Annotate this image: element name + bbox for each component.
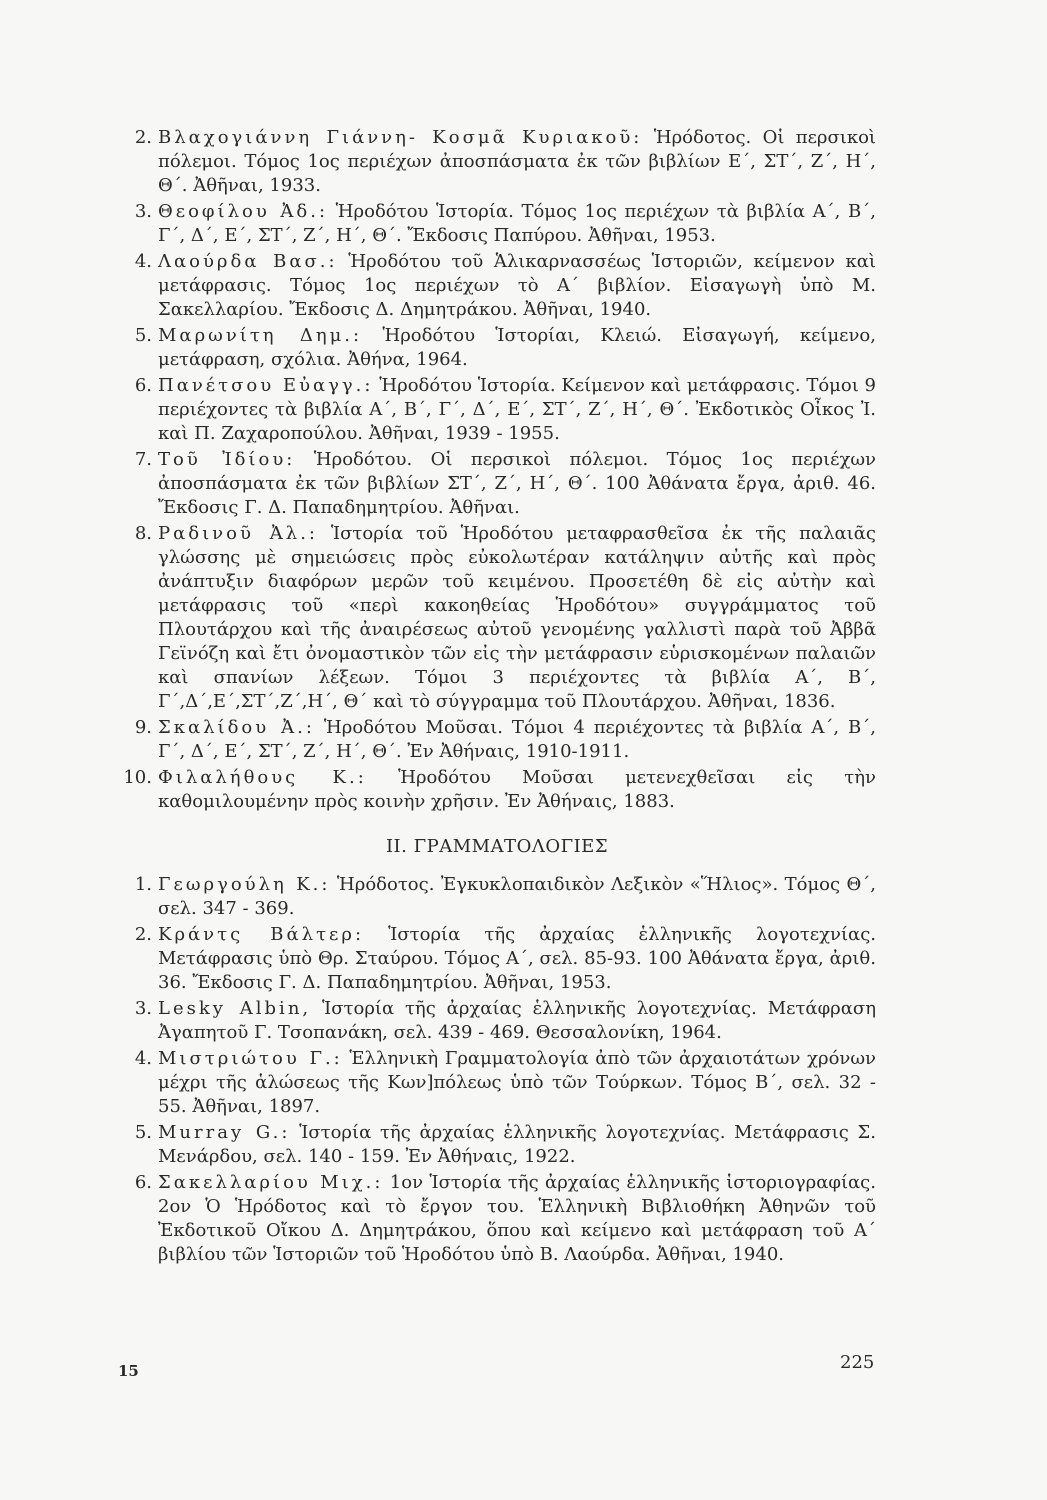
section-heading: II. ΓΡΑΜΜΑΤΟΛΟΓΙΕΣ bbox=[385, 836, 609, 857]
entry-number: 9. bbox=[134, 717, 152, 738]
entry-text: Ἱστορία τῆς ἀρχαίας ἑλληνικῆς λογοτεχνίας. Μετάφρασις ὑπὸ Θρ. Σταύρου. Τόμος Α΄, σελ. 85-93. 100 Ἀθάνατα ἔργα, ἀριθ. 36. Ἔκδοσις Γ. Δ. Παπαδημητρίου. Ἀθῆναι, 1953. bbox=[158, 924, 876, 993]
bibliography-entry bbox=[118, 716, 876, 764]
entry-number: 8. bbox=[134, 523, 152, 544]
entry-text: Ἡροδότου τοῦ Ἁλικαρνασσέως Ἱστοριῶν, κείμενον καὶ μετάφρασις. Τόμος 1ος περιέχων τὸ Α΄ βιβλίον. Εἰσαγωγὴ ὑπὸ Μ. Σακελλαρίου. Ἔκδοσις Δ. Δημητράκου. Ἀθῆναι, 1940. bbox=[158, 251, 876, 320]
entry-author: Σκαλίδου Ἀ.: bbox=[158, 717, 315, 738]
entry-text: Ἡροδότου Μοῦσαι. Τόμοι 4 περιέχοντες τὰ βιβλία Α΄, Β΄, Γ΄, Δ΄, Ε΄, ΣΤ΄, Ζ΄, Η΄, Θ΄. Ἐν Ἀθήναις, 1910-1911. bbox=[158, 717, 876, 762]
entry-text: Ἡροδότου Ἱστορίαι, Κλειώ. Εἰσαγωγή, κείμενο, μετάφραση, σχόλια. Ἀθήνα, 1964. bbox=[158, 325, 876, 370]
entry-text: Ἡροδότου Ἱστορία. Κείμενον καὶ μετάφρασις. Τόμοι 9 περιέχοντες τὰ βιβλία Α΄, Β΄, Γ΄, Δ΄, Ε΄, ΣΤ΄, Ζ΄, Η΄, Θ΄. Ἐκδοτικὸς Οἶκος Ἰ. καὶ Π. Ζαχαροπούλου. Ἀθῆναι, 1939 - 1955. bbox=[158, 375, 876, 444]
entry-author: Μαρωνίτη Δημ.: bbox=[158, 325, 363, 346]
entry-text: Ἱστορία τοῦ Ἡροδότου μεταφρασθεῖσα ἐκ τῆς παλαιᾶς γλώσσης μὲ σημειώσεις πρὸς εὐκολωτέραν κατάληψιν αὐτῆς καὶ πρὸς ἀνάπτυξιν διαφόρων μερῶν τοῦ κειμένου. Προσετέθη δὲ εἰς αὐτὴν καὶ μετάφρασις τοῦ «περὶ κακοηθείας Ἡροδότου» συγγράμματος τοῦ Πλουτάρχου καὶ τῆς ἀναιρέσεως αὐτοῦ γενομένης γαλλιστὶ παρὰ τοῦ Ἀββᾶ Γεϊνόζη καὶ ἔτι ὀνομαστικὸν τῶν εἰς τὴν μετάφρασιν εὑρισκομένων παλαιῶν καὶ σπανίων λέξεων. Τόμοι 3 περιέχοντες τὰ βιβλία Α΄, Β΄, Γ΄,Δ΄,Ε΄,ΣΤ΄,Ζ΄,Η΄, Θ΄ καὶ τὸ σύγγραμμα τοῦ Πλουτάρχου. Ἀθῆναι, 1836. bbox=[158, 523, 876, 712]
entry-author: Μιστριώτου Γ.: bbox=[158, 1048, 343, 1069]
entry-author: Σακελλαρίου Μιχ.: bbox=[158, 1172, 384, 1193]
entry-author: Θεοφίλου Ἀδ.: bbox=[158, 201, 329, 222]
entry-text: Ἱστορία τῆς ἀρχαίας ἑλληνικῆς λογοτεχνίας. Μετάφρασις Σ. Μενάρδου, σελ. 140 - 159. Ἐν Ἀθήναις, 1922. bbox=[158, 1122, 876, 1167]
bibliography-entry bbox=[118, 873, 876, 921]
entry-text: Ἡροδότου Μοῦσαι μετενεχθεῖσαι εἰς τὴν καθομιλουμένην πρὸς κοινὴν χρῆσιν. Ἐν Ἀθήναις, 1883. bbox=[158, 767, 876, 812]
entry-text: Ἡρόδοτος. Ἐγκυκλοπαιδικὸν Λεξικὸν «Ἥλιος». Τόμος Θ΄, σελ. 347 - 369. bbox=[158, 874, 876, 919]
entry-number: 5. bbox=[134, 325, 152, 346]
entry-number: 1. bbox=[134, 874, 152, 895]
entry-text: Ἑλληνικὴ Γραμματολογία ἀπὸ τῶν ἀρχαιοτάτων χρόνων μέχρι τῆς ἁλώσεως τῆς Κων]πόλεως ὑπὸ τῶν Τούρκων. Τόμος Β΄, σελ. 32 - 55. Ἀθῆναι, 1897. bbox=[158, 1048, 876, 1117]
entry-author: Φιλαλήθους Κ.: bbox=[158, 767, 367, 788]
entry-author: Κράντς Βάλτερ: bbox=[158, 924, 365, 945]
bibliography-entry bbox=[118, 1171, 876, 1267]
entry-number: 2. bbox=[134, 127, 152, 148]
entry-text: Ἡροδότου. Οἱ περσικοὶ πόλεμοι. Τόμος 1ος περιέχων ἀποσπάσματα ἐκ τῶν βιβλίων ΣΤ΄, Ζ΄, Η΄, Θ΄. 100 Ἀθάνατα ἔργα, ἀριθ. 46. Ἔκδοσις Γ. Δ. Παπαδημητρίου. Ἀθῆναι. bbox=[158, 449, 876, 518]
entry-author: Λαούρδα Βασ.: bbox=[158, 251, 338, 272]
page-number: 225 bbox=[840, 1352, 875, 1373]
bibliography-column bbox=[118, 126, 876, 1269]
entry-author: Murray G.: bbox=[158, 1122, 291, 1143]
signature-mark: 15 bbox=[118, 1362, 139, 1380]
entry-number: 2. bbox=[134, 924, 152, 945]
entry-text: Ἡροδότου Ἱστορία. Τόμος 1ος περιέχων τὰ βιβλία Α΄, Β΄, Γ΄, Δ΄, Ε΄, ΣΤ΄, Ζ΄, Η΄, Θ΄. Ἔκδοσις Παπύρου. Ἀθῆναι, 1953. bbox=[158, 201, 876, 246]
bibliography-entry bbox=[118, 250, 876, 322]
entry-number: 3. bbox=[134, 998, 152, 1019]
entry-author: Τοῦ Ἰδίου: bbox=[158, 449, 296, 470]
literature-list bbox=[118, 873, 876, 1267]
bibliography-entry bbox=[118, 522, 876, 714]
bibliography-entry bbox=[118, 1047, 876, 1119]
bibliography-entry bbox=[118, 448, 876, 520]
translations-list bbox=[118, 126, 876, 814]
bibliography-entry bbox=[118, 766, 876, 814]
entry-number: 6. bbox=[134, 375, 152, 396]
bibliography-entry bbox=[118, 324, 876, 372]
entry-author: Πανέτσου Εὐαγγ.: bbox=[158, 375, 374, 396]
entry-number: 4. bbox=[134, 251, 152, 272]
bibliography-entry bbox=[118, 1121, 876, 1169]
entry-number: 6. bbox=[134, 1172, 152, 1193]
bibliography-entry bbox=[118, 997, 876, 1045]
entry-text: 1ον Ἱστορία τῆς ἀρχαίας ἑλληνικῆς ἱστοριογραφίας. 2ον Ὁ Ἡρόδοτος καὶ τὸ ἔργον του. Ἑλληνικὴ Βιβλιοθήκη Ἀθηνῶν τοῦ Ἐκδοτικοῦ Οἴκου Δ. Δημητράκου, ὅπου καὶ κείμενο καὶ μετάφραση τοῦ Α΄ βιβλίου τῶν Ἱστοριῶν τοῦ Ἡροδότου ὑπὸ Β. Λαούρδα. Ἀθῆναι, 1940. bbox=[158, 1172, 876, 1265]
entry-number: 3. bbox=[134, 201, 152, 222]
entry-author: Γεωργούλη Κ.: bbox=[158, 874, 331, 895]
bibliography-entry bbox=[118, 126, 876, 198]
entry-author: Lesky Albin, bbox=[158, 998, 312, 1019]
entry-text: Ἡρόδοτος. Οἱ περσικοὶ πόλεμοι. Τόμος 1ος περιέχων ἀποσπάσματα ἐκ τῶν βιβλίων Ε΄, ΣΤ΄, Ζ΄, Η΄, Θ΄. Ἀθῆναι, 1933. bbox=[158, 127, 876, 196]
entry-text: Ἱστορία τῆς ἀρχαίας ἑλληνικῆς λογοτεχνίας. Μετάφραση Ἀγαπητοῦ Γ. Τσοπανάκη, σελ. 439 - 469. Θεσσαλονίκη, 1964. bbox=[158, 998, 876, 1043]
bibliography-entry bbox=[118, 200, 876, 248]
entry-author: Βλαχογιάννη Γιάννη- Κοσμᾶ Κυριακοῦ: bbox=[158, 127, 643, 148]
entry-number: 5. bbox=[134, 1122, 152, 1143]
bibliography-entry bbox=[118, 374, 876, 446]
bibliography-entry bbox=[118, 923, 876, 995]
entry-number: 10. bbox=[123, 767, 152, 788]
entry-number: 4. bbox=[134, 1048, 152, 1069]
entry-number: 7. bbox=[134, 449, 152, 470]
entry-author: Ραδινοῦ Ἀλ.: bbox=[158, 523, 318, 544]
